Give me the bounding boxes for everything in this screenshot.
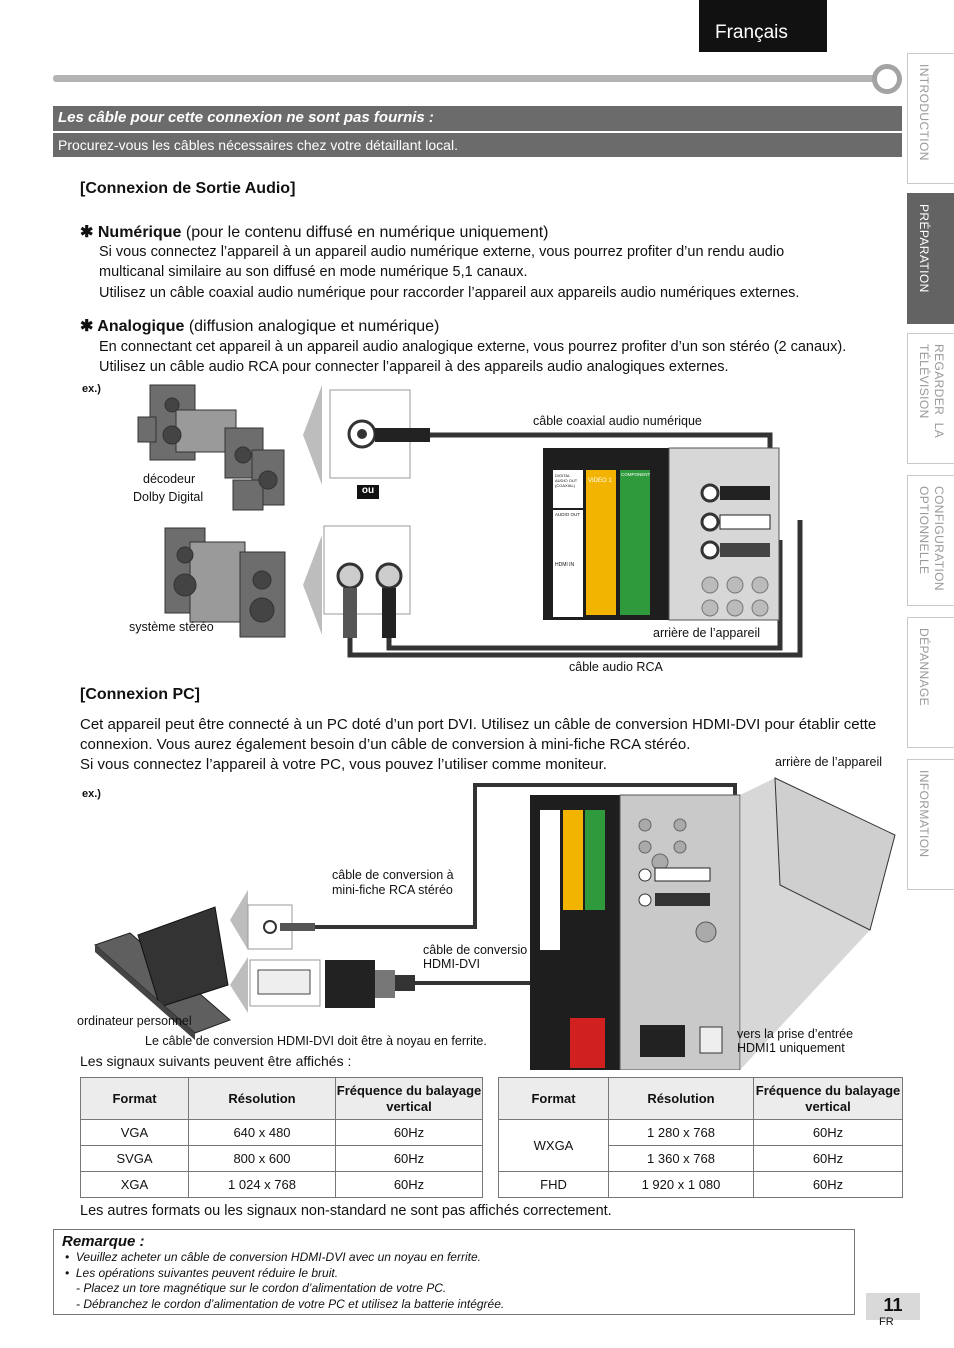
- hdmi-cable-label-1: câble de conversio: [423, 943, 528, 957]
- decoder-label-2: Dolby Digital: [133, 490, 204, 504]
- decoder-label-1: décodeur: [143, 472, 196, 486]
- side-tab-information[interactable]: [907, 759, 954, 890]
- digital-heading: [80, 222, 549, 242]
- cable-banner-subtitle: Procurez-vous les câbles nécessaires chez votre détaillant local.: [53, 133, 902, 157]
- cell-format: WXGA: [499, 1120, 609, 1172]
- pc-line-2: connexion. Vous aurez également besoin d’un câble de conversion à mini-fiche RCA stéréo.: [80, 736, 691, 753]
- cell-resolution: 1 920 x 1 080: [609, 1172, 754, 1198]
- remark-title: Remarque :: [62, 1233, 145, 1250]
- digital-line-2: multicanal similaire au son diffusé en mode numérique 5,1 canaux.: [99, 264, 528, 280]
- coax-cable-label: câble coaxial audio numérique: [533, 414, 702, 428]
- side-tab-watching-tv[interactable]: [907, 333, 954, 464]
- page-number: 11: [866, 1293, 920, 1320]
- remark-item-text: Veuillez acheter un câble de conversion HDMI-DVI avec un noyau en ferrite.: [75, 1250, 481, 1264]
- header-resolution: Résolution: [189, 1078, 336, 1120]
- audio-heading: [Connexion de Sortie Audio]: [80, 180, 296, 197]
- side-tab-label: REGARDER LA TÉLÉVISION: [917, 344, 946, 439]
- header-circle: [872, 64, 902, 94]
- cell-format: VGA: [81, 1120, 189, 1146]
- analog-qualifier: (diffusion analogique et numérique): [184, 318, 440, 335]
- ferrite-note: Le câble de conversion HDMI-DVI doit être à noyau en ferrite.: [145, 1034, 487, 1048]
- side-tab-preparation[interactable]: [907, 193, 954, 324]
- digital-line-1: Si vous connectez l’appareil à un appareil audio numérique externe, vous pourrez profiter d’un rendu audio: [99, 244, 785, 260]
- signals-table-right: [498, 1077, 903, 1198]
- digital-qualifier: (pour le contenu diffusé en numérique uniquement): [181, 224, 549, 241]
- digital-title: Numérique: [97, 224, 182, 241]
- rear-label-pc: arrière de l’appareil: [775, 755, 883, 769]
- pc-ex-label: ex.): [82, 788, 101, 800]
- side-tab-label: DÉPANNAGE: [917, 628, 931, 707]
- cell-frequency: 60Hz: [336, 1146, 483, 1172]
- cell-resolution: 800 x 600: [189, 1146, 336, 1172]
- or-badge: ou: [357, 485, 379, 499]
- hdmi1-label-1: vers la prise d’entrée: [737, 1027, 854, 1041]
- hdmi1-label-2: HDMI1 uniquement: [737, 1041, 845, 1055]
- side-tab-introduction[interactable]: [907, 53, 954, 184]
- cell-resolution: 1 024 x 768: [189, 1172, 336, 1198]
- cell-format: XGA: [81, 1172, 189, 1198]
- side-tab-label: PRÉPARATION: [917, 204, 931, 293]
- cell-resolution: 640 x 480: [189, 1120, 336, 1146]
- remark-subitem: - Placez un tore magnétique sur le cordon d’alimentation de votre PC.: [76, 1281, 447, 1295]
- side-tab-label: INFORMATION: [917, 770, 931, 858]
- rear-label-audio: arrière de l’appareil: [653, 626, 761, 640]
- header-rule: [53, 75, 883, 82]
- panel-component-label: COMPONENT: [621, 472, 651, 477]
- cell-frequency: 60Hz: [336, 1172, 483, 1198]
- header-resolution: Résolution: [609, 1078, 754, 1120]
- asterisk-icon: ✱: [80, 318, 98, 335]
- cell-format: FHD: [499, 1172, 609, 1198]
- analog-heading: [80, 316, 439, 336]
- remark-box: [53, 1229, 855, 1315]
- cell-frequency: 60Hz: [754, 1172, 903, 1198]
- remark-item-text: Les opérations suivantes peuvent réduire le bruit.: [75, 1265, 339, 1280]
- cell-frequency: 60Hz: [754, 1120, 903, 1146]
- side-tab-label: INTRODUCTION: [917, 64, 931, 161]
- table-row: [499, 1120, 903, 1146]
- analog-line-1: En connectant cet appareil à un appareil audio analogique externe, vous pourrez profiter d’un son stéréo (2 canaux).: [99, 339, 847, 355]
- asterisk-icon: ✱: [80, 224, 98, 241]
- minijack-label-2: mini-fiche RCA stéréo: [332, 883, 453, 897]
- pointer-arrow-icon: [303, 535, 322, 635]
- dvi-plug: [325, 960, 375, 1008]
- pointer-arrow-icon: [303, 385, 322, 485]
- minijack-label-1: câble de conversion à: [332, 868, 454, 882]
- audio-connection-diagram: [0, 380, 906, 680]
- panel-digital-out-label: DIGITAL AUDIO OUT (COAXIAL): [555, 473, 578, 488]
- cell-frequency: 60Hz: [754, 1146, 903, 1172]
- table-row: [499, 1172, 903, 1198]
- audio-ex-label: ex.): [82, 383, 101, 395]
- analog-line-2: Utilisez un câble audio RCA pour connecter l’appareil à des appareils audio analogiques externes.: [99, 359, 729, 375]
- header-format: Format: [81, 1078, 189, 1120]
- signals-table-left: [80, 1077, 483, 1198]
- signals-footnote: Les autres formats ou les signaux non-standard ne sont pas affichés correctement.: [80, 1203, 612, 1219]
- pc-line-3: Si vous connectez l’appareil à votre PC, vous pouvez l’utiliser comme moniteur.: [80, 756, 607, 773]
- panel-hdmi-in-label: HDMI IN: [555, 562, 575, 568]
- header-frequency: Fréquence du balayage vertical: [336, 1078, 483, 1120]
- hdmi-cable-label-2: HDMI-DVI: [423, 957, 480, 971]
- pointer-arrow-icon: [230, 890, 248, 950]
- table-row: [81, 1172, 483, 1198]
- remark-item: • Les opérations suivantes peuvent réduire le bruit.: [65, 1265, 339, 1280]
- lang-code: FR: [879, 1316, 894, 1328]
- coax-plug: [375, 428, 430, 442]
- pointer-arrow-icon: [230, 957, 248, 1013]
- remark-item: • Veuillez acheter un câble de conversion HDMI-DVI avec un noyau en ferrite.: [65, 1250, 481, 1264]
- pc-label: ordinateur personnel: [77, 1014, 192, 1028]
- cell-frequency: 60Hz: [336, 1120, 483, 1146]
- table-row: [81, 1120, 483, 1146]
- language-tab: Français: [699, 0, 827, 52]
- panel-audio-out-label: AUDIO OUT: [555, 512, 581, 517]
- side-tab-optional-setup[interactable]: [907, 475, 954, 606]
- pc-heading: [Connexion PC]: [80, 686, 200, 703]
- cell-format: SVGA: [81, 1146, 189, 1172]
- cell-resolution: 1 280 x 768: [609, 1120, 754, 1146]
- rca-cable-label: câble audio RCA: [569, 660, 663, 674]
- panel-video1-label: VIDEO 1: [588, 478, 612, 484]
- header-format: Format: [499, 1078, 609, 1120]
- table-row: [81, 1146, 483, 1172]
- cable-banner-title: Les câble pour cette connexion ne sont pas fournis :: [53, 106, 902, 131]
- pc-line-1: Cet appareil peut être connecté à un PC doté d’un port DVI. Utilisez un câble de conversion HDMI-DVI pour établir cette: [80, 716, 877, 733]
- digital-line-3: Utilisez un câble coaxial audio numérique pour raccorder l’appareil aux appareils audio numériques externes.: [99, 285, 800, 301]
- analog-title: Analogique: [97, 318, 185, 335]
- signals-intro: Les signaux suivants peuvent être affichés :: [80, 1053, 352, 1069]
- cell-resolution: 1 360 x 768: [609, 1146, 754, 1172]
- stereo-label: système stéréo: [129, 620, 214, 634]
- side-tab-label: CONFIGURATION OPTIONNELLE: [917, 486, 946, 591]
- side-tab-troubleshooting[interactable]: [907, 617, 954, 748]
- remark-subitem: - Débranchez le cordon d’alimentation de votre PC et utilisez la batterie intégrée.: [76, 1296, 505, 1311]
- header-frequency: Fréquence du balayage vertical: [754, 1078, 903, 1120]
